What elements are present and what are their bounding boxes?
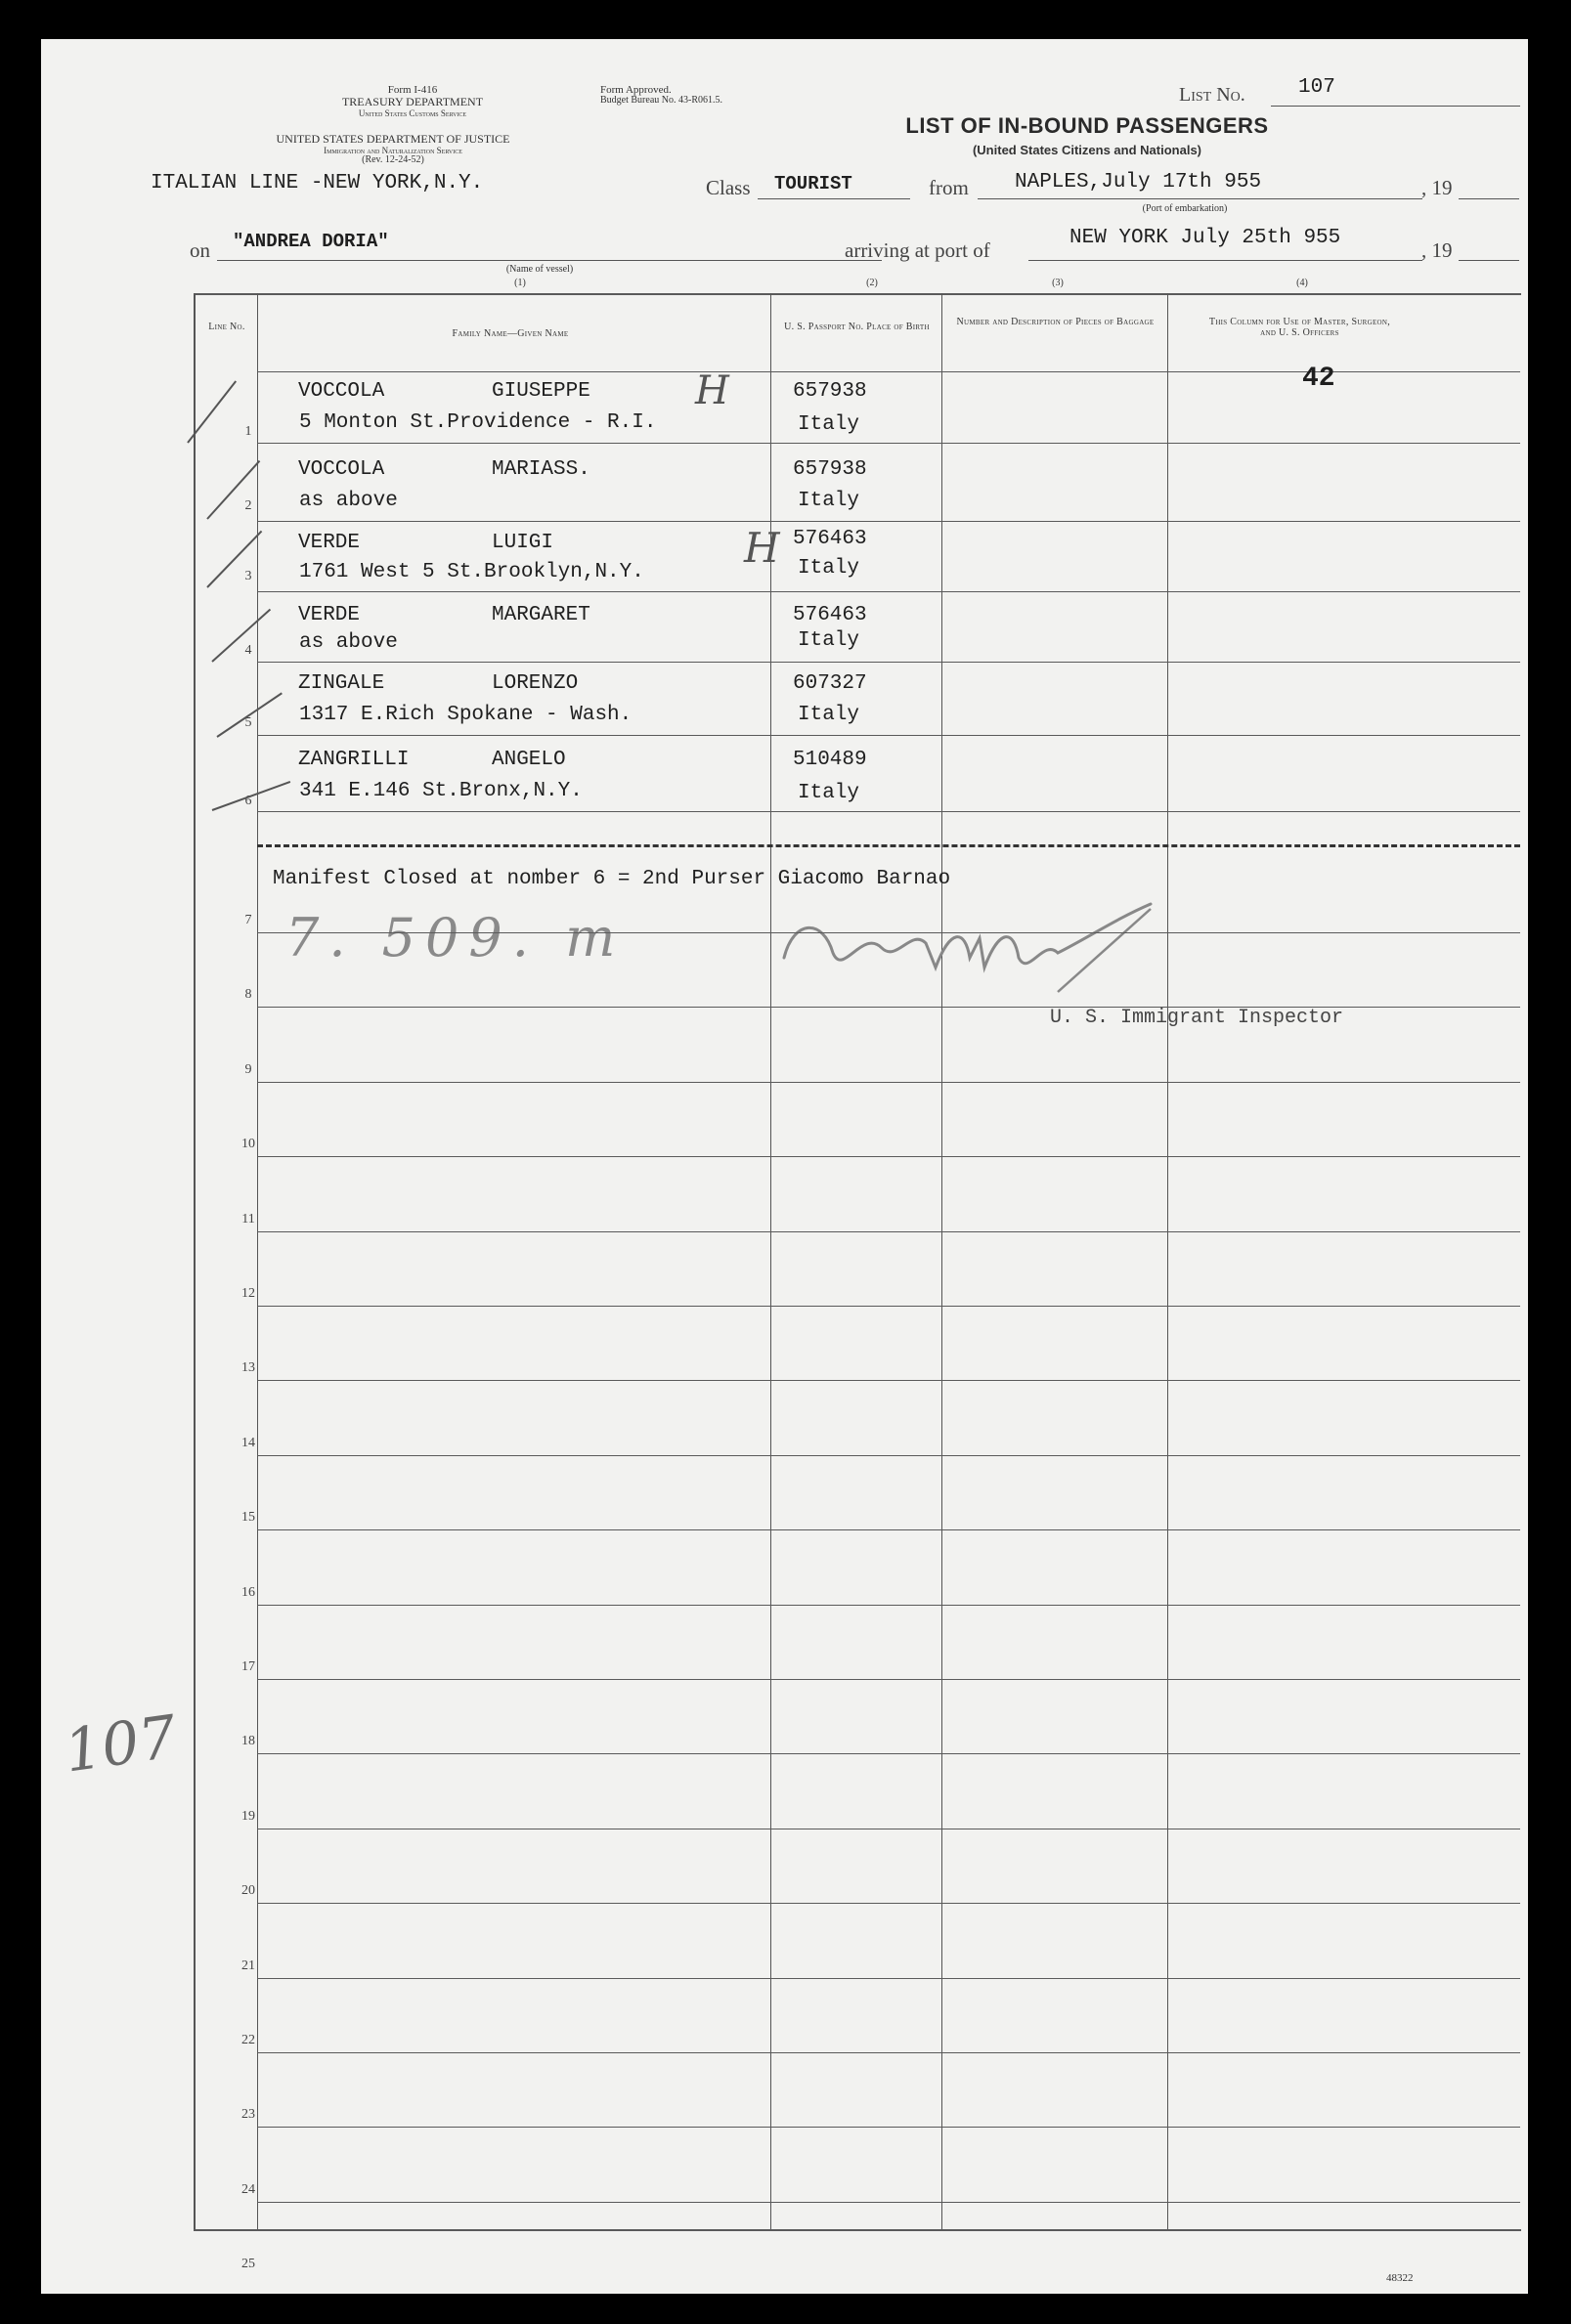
shipping-line: ITALIAN LINE -NEW YORK,N.Y. xyxy=(151,172,484,194)
officer-mark: 42 xyxy=(1302,364,1335,394)
col-num-3: (3) xyxy=(1052,278,1064,288)
arriving-label: arriving at port of xyxy=(845,238,990,262)
place-of-birth: Italy xyxy=(798,413,860,436)
passport-number: 657938 xyxy=(793,458,867,481)
row-number: 2 xyxy=(244,498,252,513)
row-underline xyxy=(257,1679,1520,1680)
vessel-note: (Name of vessel) xyxy=(505,264,574,275)
class-label: Class xyxy=(706,176,751,199)
agency-customs: United States Customs Service xyxy=(358,108,467,118)
year-1-underline xyxy=(1459,198,1519,199)
row-underline xyxy=(257,2202,1520,2203)
table-row xyxy=(257,454,1520,523)
row-underline xyxy=(257,2127,1520,2128)
row-underline xyxy=(257,1605,1520,1606)
table-row xyxy=(257,524,1520,596)
row-number: 7 xyxy=(244,913,252,927)
arriving-value: NEW YORK July 25th 955 xyxy=(1069,227,1341,249)
row-underline xyxy=(257,591,1520,592)
handwritten-h-mark: H xyxy=(744,524,780,572)
header-passport: U. S. Passport No. Place of Birth xyxy=(784,322,930,332)
passenger-given-name: GIUSEPPE xyxy=(492,380,590,403)
passenger-family-name: VERDE xyxy=(298,604,361,626)
agency-treasury: TREASURY DEPARTMENT xyxy=(341,95,484,108)
row-underline xyxy=(257,1978,1520,1979)
row-number: 10 xyxy=(241,1137,255,1152)
place-of-birth: Italy xyxy=(798,629,860,652)
row-underline xyxy=(257,1306,1520,1307)
row-underline xyxy=(257,811,1520,812)
passenger-address: as above xyxy=(299,490,398,512)
port-embark-note: (Port of embarkation) xyxy=(1142,203,1228,214)
form-approved: Form Approved. xyxy=(600,84,672,96)
row-number: 1 xyxy=(244,424,252,439)
row-number: 20 xyxy=(241,1883,255,1899)
row-underline xyxy=(257,2052,1520,2053)
form-number: Form I-416 xyxy=(387,84,438,96)
passenger-given-name: LUIGI xyxy=(492,532,554,554)
year-1: , 19 xyxy=(1421,176,1453,199)
margin-note: 107 xyxy=(60,1702,181,1786)
table-row xyxy=(257,600,1520,668)
row-number: 25 xyxy=(241,2257,255,2272)
class-underline xyxy=(758,198,910,199)
passport-number: 607327 xyxy=(793,672,867,695)
row-underline xyxy=(257,1007,1520,1008)
row-underline xyxy=(257,1231,1520,1232)
header-name: Family Name—Given Name xyxy=(452,328,569,339)
budget-bureau: Budget Bureau No. 43-R061.5. xyxy=(600,95,722,106)
row-number: 17 xyxy=(241,1659,255,1674)
vessel-underline xyxy=(217,260,882,261)
row-number: 8 xyxy=(244,987,252,1003)
handwritten-code: 7. 509. m xyxy=(285,907,626,968)
passenger-family-name: ZANGRILLI xyxy=(298,749,410,771)
passenger-address: 341 E.146 St.Bronx,N.Y. xyxy=(299,780,583,802)
row-underline xyxy=(257,1455,1520,1456)
row-number: 13 xyxy=(241,1360,255,1376)
year-2: , 19 xyxy=(1421,238,1453,262)
passport-number: 576463 xyxy=(793,604,867,626)
handwritten-h-mark: H xyxy=(695,368,729,413)
row-underline xyxy=(257,932,1520,933)
list-no-label: List No. xyxy=(1179,84,1245,106)
row-number: 9 xyxy=(244,1061,252,1077)
row-number: 22 xyxy=(241,2033,255,2047)
from-underline xyxy=(978,198,1422,199)
passenger-address: 1317 E.Rich Spokane - Wash. xyxy=(299,704,633,726)
row-number: 18 xyxy=(241,1734,255,1749)
header-line-no: Line No. xyxy=(208,322,245,332)
row-underline xyxy=(257,1380,1520,1381)
list-no-value: 107 xyxy=(1298,76,1335,99)
from-label: from xyxy=(929,176,969,199)
row-underline xyxy=(257,521,1520,522)
row-number: 6 xyxy=(244,794,252,808)
row-number: 19 xyxy=(241,1808,255,1824)
place-of-birth: Italy xyxy=(798,782,860,804)
passenger-address: as above xyxy=(299,631,398,654)
manifest-closed-note: Manifest Closed at nomber 6 = 2nd Purser Giacomo Barnao xyxy=(273,868,951,890)
table-bottom-border xyxy=(194,2229,1521,2231)
agency-justice: UNITED STATES DEPARTMENT OF JUSTICE xyxy=(276,132,510,146)
col-num-1: (1) xyxy=(514,278,526,288)
passenger-family-name: VERDE xyxy=(298,532,361,554)
header-officers: This Column for Use of Master, Surgeon, and U. S. Officers xyxy=(1208,317,1391,338)
row-underline xyxy=(257,1903,1520,1904)
footer-code: 48322 xyxy=(1386,2272,1414,2284)
inspector-label: U. S. Immigrant Inspector xyxy=(1050,1007,1344,1029)
row-underline xyxy=(257,735,1520,736)
passport-number: 657938 xyxy=(793,380,867,403)
table-row xyxy=(257,745,1520,813)
passenger-family-name: VOCCOLA xyxy=(298,380,385,403)
passenger-given-name: LORENZO xyxy=(492,672,579,695)
row-number: 23 xyxy=(241,2107,255,2123)
row-number: 16 xyxy=(241,1584,255,1600)
passport-number: 576463 xyxy=(793,528,867,550)
row-underline xyxy=(257,1082,1520,1083)
manifest-closing-rule xyxy=(257,844,1520,847)
form-revision: (Rev. 12-24-52) xyxy=(362,154,424,165)
place-of-birth: Italy xyxy=(798,704,860,726)
passenger-family-name: VOCCOLA xyxy=(298,458,385,481)
year-2-underline xyxy=(1459,260,1519,261)
row-number: 3 xyxy=(244,569,252,583)
from-value: NAPLES,July 17th 955 xyxy=(1015,171,1262,194)
row-underline xyxy=(257,662,1520,663)
row-underline xyxy=(257,1753,1520,1754)
row-number: 12 xyxy=(241,1286,255,1301)
header-baggage: Number and Description of Pieces of Baggage xyxy=(956,317,1155,327)
page-title: LIST OF IN-BOUND PASSENGERS xyxy=(905,113,1269,138)
passenger-given-name: ANGELO xyxy=(492,749,566,771)
table-left-border xyxy=(194,293,196,2230)
arriving-underline xyxy=(1028,260,1422,261)
table-row xyxy=(257,368,1520,452)
place-of-birth: Italy xyxy=(798,490,860,512)
row-number: 5 xyxy=(244,715,252,730)
vessel-name: "ANDREA DORIA" xyxy=(233,231,389,252)
col-num-2: (2) xyxy=(866,278,878,288)
passport-number: 510489 xyxy=(793,749,867,771)
passenger-given-name: MARGARET xyxy=(492,604,590,626)
agency-ins: Immigration and Naturalization Service xyxy=(324,146,462,155)
class-value: TOURIST xyxy=(774,173,852,194)
row-underline xyxy=(257,443,1520,444)
row-number: 21 xyxy=(241,1958,255,1973)
table-row xyxy=(257,668,1520,737)
row-number: 15 xyxy=(241,1510,255,1526)
col-num-4: (4) xyxy=(1296,278,1308,288)
passenger-family-name: ZINGALE xyxy=(298,672,385,695)
passenger-address: 1761 West 5 St.Brooklyn,N.Y. xyxy=(299,561,644,583)
inspector-signature xyxy=(764,899,1156,1007)
manifest-sheet xyxy=(41,39,1528,2294)
place-of-birth: Italy xyxy=(798,557,860,580)
list-no-underline xyxy=(1271,106,1520,107)
passenger-address: 5 Monton St.Providence - R.I. xyxy=(299,411,657,434)
row-number: 24 xyxy=(241,2181,255,2197)
row-underline xyxy=(257,1156,1520,1157)
table-top-border xyxy=(194,293,1521,295)
passenger-given-name: MARIASS. xyxy=(492,458,590,481)
row-number: 14 xyxy=(241,1435,255,1450)
page-subtitle: (United States Citizens and Nationals) xyxy=(972,143,1202,157)
row-underline xyxy=(257,1529,1520,1530)
row-number: 4 xyxy=(244,643,252,658)
on-label: on xyxy=(190,238,210,262)
row-number: 11 xyxy=(241,1211,255,1227)
